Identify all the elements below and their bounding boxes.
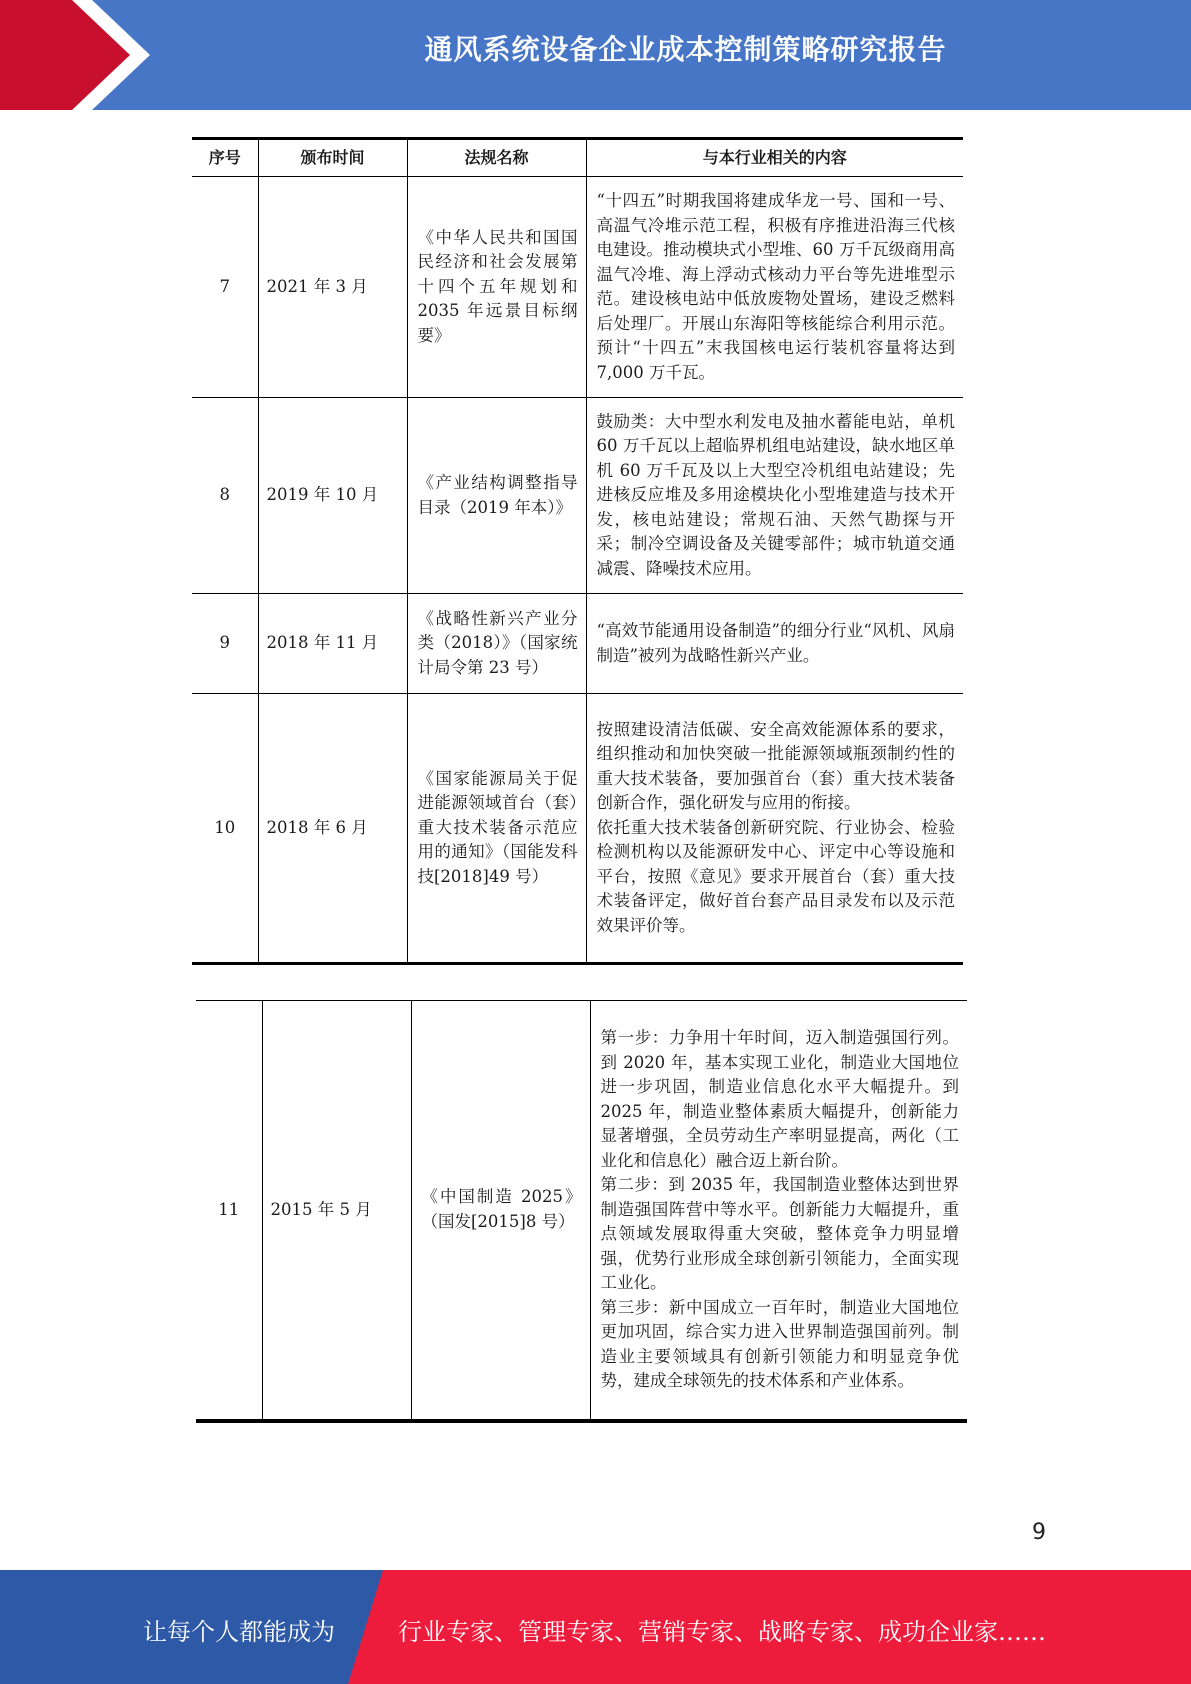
row-date: 2015 年 5 月 — [262, 1001, 411, 1421]
row-number: 10 — [192, 694, 258, 964]
row-number: 8 — [192, 398, 258, 594]
row-law: 《战略性新兴产业分类（2018）》（国家统计局令第 23 号） — [407, 594, 586, 694]
row-content — [586, 694, 963, 964]
row-date: 2018 年 11 月 — [258, 594, 407, 694]
row-number: 7 — [219, 276, 230, 296]
row-law: 《产业结构调整指导目录（2019 年本）》 — [407, 398, 586, 594]
row-content — [586, 177, 963, 398]
column-header-number: 序号 — [192, 139, 258, 177]
footer-slogan-right: 行业专家、管理专家、营销专家、战略专家、成功企业家…… — [398, 1618, 1046, 1646]
table-row — [196, 1001, 967, 1421]
content-paragraph: 依托重大技术装备创新研究院、行业协会、检验检测机构以及能源研发中心、评定中心等设施和平台，按照《意见》要求开展首台（套）重大技术装备评定，做好首台套产品目录发布以及示范效果评价等。 — [596, 817, 955, 935]
column-header-date: 颁布时间 — [258, 139, 407, 177]
header-chevron-decoration — [0, 0, 180, 110]
column-header-content: 与本行业相关的内容 — [586, 139, 963, 177]
row-content — [586, 398, 963, 594]
content-paragraph: 第一步：力争用十年时间，迈入制造强国行列。到 2020 年，基本实现工业化，制造业大国地位进一步巩固，制造业信息化水平大幅提升。到 2025 年，制造业整体素质大幅提升，创新能力显著增强，全员劳动生产率明显提高，两化（工业化和信息化）融合迈上新台阶。 — [600, 1028, 959, 1170]
content-paragraph: 按照建设清洁低碳、安全高效能源体系的要求，组织推动和加快突破一批能源领域瓶颈制约性的重大技术装备，要加强首台（套）重大技术装备创新合作，强化研发与应用的衔接。 — [596, 719, 955, 813]
table-row — [192, 398, 963, 594]
row-date: 2018 年 6 月 — [258, 694, 407, 964]
content-paragraph: 第三步：新中国成立一百年时，制造业大国地位更加巩固，综合实力进入世界制造强国前列。制造业主要领域具有创新引领能力和明显竞争优势，建成全球领先的技术体系和产业体系。 — [600, 1297, 959, 1390]
table-header-row — [192, 139, 963, 177]
table-row — [192, 694, 963, 964]
row-content — [590, 1001, 967, 1421]
footer-slogan-left: 让每个人都能成为 — [143, 1618, 335, 1646]
regulation-table-continued — [196, 1000, 967, 1423]
content-paragraph: 第二步：到 2035 年，我国制造业整体达到世界制造强国阵营中等水平。创新能力大幅提升，重点领域发展取得重大突破，整体竞争力明显增强，优势行业形成全球创新引领能力，全面实现工业化。 — [600, 1175, 959, 1292]
column-header-law: 法规名称 — [407, 139, 586, 177]
report-title: 通风系统设备企业成本控制策略研究报告 — [424, 33, 947, 66]
row-number: 11 — [218, 1199, 240, 1219]
row-law: 《中国制造 2025》（国发[2015]8 号） — [411, 1001, 590, 1421]
content-paragraph: 鼓励类：大中型水利发电及抽水蓄能电站，单机 60 万千瓦以上超临界机组电站建设，缺水地区单机 60 万千瓦及以上大型空冷机组电站建设；先进核反应堆及多用途模块化小型堆建造与技术开发，核电站建设；常规石油、天然气勘探与开采；制冷空调设备及关键零部件；城市轨道交通减震、降噪技术应用。 — [596, 411, 955, 578]
regulation-table — [192, 137, 963, 965]
content-paragraph: “高效节能通用设备制造”的细分行业“风机、风扇制造”被列为战略性新兴产业。 — [596, 621, 955, 665]
page-footer — [0, 1570, 1191, 1684]
row-date: 2019 年 10 月 — [258, 398, 407, 594]
table-row — [192, 177, 963, 398]
page-header — [0, 0, 1191, 110]
row-law: 《国家能源局关于促进能源领域首台（套）重大技术装备示范应用的通知》（国能发科技[2018]49 号） — [407, 694, 586, 964]
row-law: 《中华人民共和国国民经济和社会发展第十四个五年规划和 2035 年远景目标纲要》 — [407, 177, 586, 398]
row-content — [586, 594, 963, 694]
row-date: 2021 年 3 月 — [258, 177, 407, 398]
content-paragraph: “十四五”时期我国将建成华龙一号、国和一号、高温气冷堆示范工程，积极有序推进沿海三代核电建设。推动模块式小型堆、60 万千瓦级商用高温气冷堆、海上浮动式核动力平台等先进堆型示范。建设核电站中低放废物处置场，建设乏燃料后处理厂。开展山东海阳等核能综合利用示范。预计“十四五”末我国核电运行装机容量将达到 7,000 万千瓦。 — [596, 191, 955, 382]
row-number: 9 — [192, 594, 258, 694]
table-row — [192, 594, 963, 694]
page-number: 9 — [1032, 1520, 1046, 1545]
